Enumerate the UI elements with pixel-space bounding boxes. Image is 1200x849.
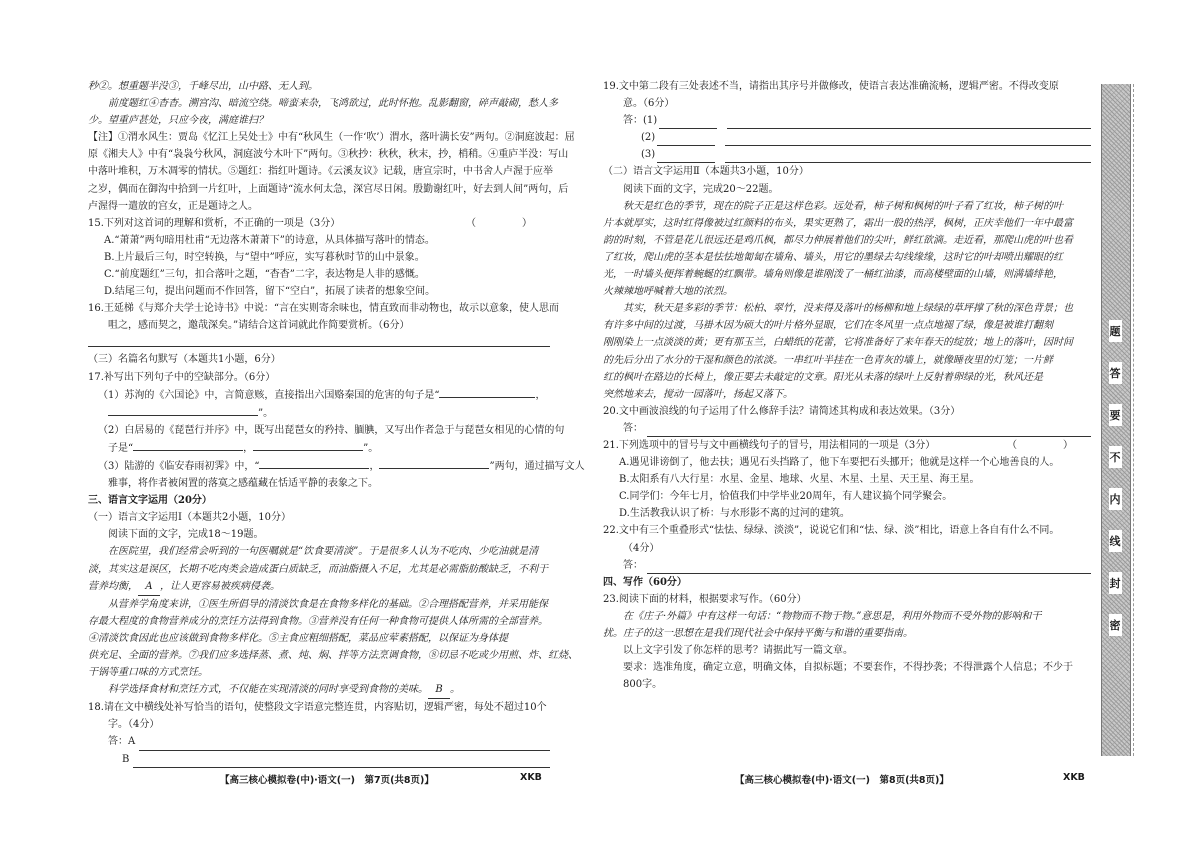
line-text: （1）苏洵的《六国论》中，言简意赅，直接指出六国赂秦国的危害的句子是“ [98,389,440,401]
line-text: 片本就厚实，这时红得像被过红颜料的布头，果实更熟了，霜出一股的热浮，枫树，正庆幸他们一年中最富 [603,217,1073,229]
line-text: 800字。 [623,679,663,691]
text-line [603,454,1091,471]
line-text: 光，一时墙头便挥着蜿蜒的红飘带。墙角则像是谁刚泼了一桶红油漆，而高楼壁面的山墙，则满墙绯艳， [603,269,1063,281]
text-line [603,334,1091,351]
line-text: 前度题红④杳杳。溯宫沟、暗流空绕。啼蛮来杂，飞鸿欲过，此时怀抱。乱影翻窗，碎声敲砌，愁人多 [108,98,558,110]
text-line [88,613,550,630]
line-text: 三、语言文字运用（20分） [88,495,212,507]
punct: ”两句，通过描写文人 [489,460,585,472]
text-line [603,78,1091,95]
text-line [88,351,550,368]
text-line [603,437,1091,454]
text-line [88,146,569,163]
answer-row [88,751,550,768]
line-text: 刚刚染上一点淡淡的黄；更有那玉兰，白蜡纸的花蕾，它将准备好了来年春天的绽放；地上的落叶，因时间 [603,337,1073,349]
text-line [603,625,1091,642]
line-text: 字。（4分） [108,719,160,731]
answer-label: B [122,753,130,765]
text-line [88,492,550,509]
text-line [88,404,550,422]
line-text: （一）语言文字运用Ⅰ（本题共2小题，10分） [88,512,292,524]
line-text: 16.王延梯《与郑介夫学士论诗书》中说：“言在实则寄余味也，情直致而非动物也，故示以意象，使人思而 [88,303,560,315]
answer-blank-line[interactable] [725,150,1091,163]
text-line [603,574,1091,591]
line-text: 的先后分出了水分的干湿和颜色的浓淡。一串红叶半挂在一色青灰的墙上，就像睡夜里的灯笼；一片鲜 [603,354,1053,366]
text-line [88,300,560,317]
answer-blank-line[interactable] [133,755,550,768]
text-line [603,471,1091,488]
page-code-left: XKB [520,772,542,783]
line-text: 科学选择食材和烹饪方式，不仅能在实现清淡的同时享受到食物的美味。 [108,684,428,696]
page-code-right: XKB [1063,772,1085,783]
line-text: 了红妆，爬山虎的茎本是怯怯地匍匐在墙角、墙头，用它的墨绿去勾线缘缘，这时它的叶却喷出耀眼的红 [603,251,1063,263]
line-text: 在医院里，我们经常会听到的一句医嘱就是“饮食要清淡”。于是很多人认为不吃肉、少吃油就是清 [108,546,539,558]
seal-char: 内 [1109,488,1122,510]
line-text: 存最大程度的食物营养成分的烹饪方法得到食物。③营养没有任何一种食物可提供人体所需的全部营养。 [88,615,548,627]
text-line [603,266,1091,283]
line-text: 阅读下面的文字，完成18～19题。 [108,529,264,541]
blank-marker: A [138,578,160,596]
line-text: （3）陆游的《临安春雨初霁》中，“ [98,460,260,472]
answer-blank-line[interactable] [727,116,1091,129]
line-text: 秒②。想重题半没③，千峰尽出，山中路、无人到。 [88,81,318,92]
line-text: 突然地来去，搅动一园落叶，扬起又落下。 [603,388,793,400]
line-text: （4分） [623,542,660,554]
text-line [603,163,1091,180]
text-line [603,659,1091,676]
line-text: （二）语言文字运用Ⅱ（本题共3小题，10分） [603,166,809,178]
answer-label: 答：(1) [623,115,658,127]
line-text: ④清淡饮食因此也应该做到食物多样化。⑤主食应粗细搭配，菜品应荤素搭配，以保证为身体提 [88,632,508,644]
line-text: 干锅等重口味的方式烹饪。 [88,667,208,679]
answer-blank-line[interactable] [139,738,550,751]
line-text: 20.文中画波浪线的句子运用了什么修辞手法？请简述其构成和表达效果。（3分） [603,405,961,417]
fill-blank[interactable] [133,439,243,451]
text-line [88,198,550,215]
punct: ， [535,389,546,401]
line-text: 秋天是红色的季节，现在的院子正是这样色彩。远处看，柿子树和枫树的叶子看了红妆，柿子树的叶 [623,200,1063,212]
line-text: 火辣辣地呼喊着大地的浓烈。 [603,286,733,298]
answer-number-blank[interactable] [657,133,715,146]
line-text: 子是“ [108,442,134,454]
page-footer-right: 【高三核心模拟卷(中)·语文(一) 第8页(共8页)】 [735,775,949,786]
line-text: B.太阳系有八大行星：水星、金星、地球、火星、木星、土星、天王星、海王星。 [619,474,980,486]
text-line [603,95,1091,112]
punct: ， [369,460,380,472]
text-line [603,386,1091,403]
fill-blank[interactable] [108,404,258,416]
answer-blank-line[interactable] [647,424,1091,437]
text-line [603,488,1091,505]
answer-row [603,112,1091,129]
line-text: 淡，其实这是误区，长期不吃肉类会造成蛋白质缺乏，而油脂摄入不足，尤其是必需脂肪酸缺乏，不利于 [88,563,548,575]
seal-char: 不 [1109,446,1122,468]
text-line [88,578,550,596]
text-line [603,317,1091,334]
line-text: C.“前度题红”三句，扣合落叶之题，“杳杳”二字，表达物是人非的感慨。 [104,269,425,281]
line-text: A.遇见诽谤倒了，他去扶；遇见石头挡路了，他下车要把石头挪开；他就是这样一个心地善良的人。 [619,457,1060,469]
text-line [88,129,575,146]
answer-label: 答：A [108,736,136,748]
line-text: 四、写作（60分） [603,576,687,588]
text-line [88,317,550,334]
line-text: 中落叶堆积，万木凋零的情状。⑤题红：指红叶题诗。《云溪友议》记载，唐宣宗时，中书舍人卢渥于应举 [88,166,553,178]
line-text: ”。 [258,407,274,419]
text-line [88,630,550,647]
text-line [603,249,1091,266]
text-line [603,300,1091,317]
line-text: 19.文中第二段有三处表述不当，请指出其序号并做修改，使语言表达准确流畅，逻辑严密。不得改变原 [603,81,1059,92]
text-line [88,596,550,613]
answer-label: 答： [623,422,643,434]
text-line [88,699,550,716]
seal-char: 线 [1109,530,1122,552]
line-text: 雅事，将作者被闲置的落寞之感蕴藏在恬适平静的表象之下。 [108,478,378,490]
text-line [88,716,550,733]
line-text: 扰。庄子的这一思想在是我们现代社会中保持平衡与和谐的重要指南。 [603,628,913,639]
line-text: B.上片最后三句，时空转换，与“望中”呼应，实写暮秋时节的山中景象。 [104,251,425,263]
line-text: 从营养学角度来讲，①医生所倡导的清淡饮食是在食物多样化的基础。②合理搭配营养，并采用能保 [108,598,548,610]
text-line [603,283,1091,300]
line-text: 以上文字引发了你怎样的思考？请据此写一篇文章。 [623,645,853,657]
line-text: 之岁，偶而在御沟中拾到一片红叶，上面题诗“流水何太急，深宫尽日闲。殷勤谢红叶，好去到人间”两句，后 [88,183,569,195]
answer-label: (3) [641,149,656,161]
answer-blank-line[interactable] [725,133,1091,146]
line-text: 17.补写出下列句子中的空缺部分。（6分） [88,371,276,383]
text-line [88,439,550,457]
text-line [88,249,550,266]
line-text: 红的枫叶在路边的长椅上，像正要去未敲定的文章。阳光从未落的绿叶上反射着卵绿的光，秋风还是 [603,371,1043,383]
text-line [603,403,1091,420]
fill-blank[interactable] [439,386,535,398]
line-text: 意。（6分） [623,98,675,110]
text-line [88,112,550,129]
text-line [603,591,1091,608]
line-text: 少。望重庐甚处，只应今夜，满庭谁扫？ [88,115,268,127]
text-line [603,352,1091,369]
line-text: 。 [450,684,460,696]
answer-label: 答： [623,559,643,571]
text-line [88,561,550,578]
text-line [88,95,558,112]
line-text: （2）白居易的《琵琶行并序》中，既写出琵琶女的矜持、腼腆，又写出作者急于与琵琶女相见的心情的句 [98,424,565,436]
text-line [88,232,550,249]
line-text: 其实，秋天是多彩的季节：松柏、翠竹，没来得及落叶的杨柳和地上绿绿的草坪撑了秋的深色背景；也 [623,303,1073,315]
line-text: 【注】①渭水风生：贾岛《忆江上吴处士》中有“秋风生（一作‘吹’）渭水，落叶满长安”两句。②洞庭波起：屈 [88,132,575,144]
line-text: 在《庄子·外篇》中有这样一句话：“物物而不物于物。”意思是，利用外物而不受外物的影响和干 [623,610,1042,622]
text-line [603,181,1091,198]
text-line [88,681,550,699]
text-line [88,664,550,681]
text-line [603,522,1091,539]
punct: ， [243,442,254,454]
line-text: 卢渥得一遣放的宫女，正是题诗之人。 [88,200,258,212]
text-line [603,642,1091,659]
fill-blank[interactable] [259,457,369,469]
line-text: 15.下列对这首词的理解和赏析，不正确的一项是（3分） [88,217,341,229]
text-line [88,215,550,232]
seal-char: 密 [1109,614,1122,636]
line-text: （三）名篇名句默写（本题共1小题，6分） [88,354,281,366]
text-line [603,505,1091,522]
line-text: 供充足、全面的营养。⑦我们应多选择蒸、煮、炖、焖、拌等方法烹调食物，⑧切忌不吃或少用煎、炸、红烧、 [88,650,578,661]
left-page-column [88,78,585,768]
punct: ”。 [363,442,379,454]
answer-row [603,420,1091,437]
line-text: 营养均衡， [88,580,138,592]
line-text: 韵的时刻，不管是花儿很远还是鸡爪枫，都尽力伸展着他们的尖叶，鲜红欲滴。走近看，那爬山虎的叶也看 [603,234,1073,246]
line-text: 21.下列选项中的冒号与文中画横线句子的冒号，用法相同的一项是（3分） [603,439,936,451]
answer-row [603,557,1091,574]
line-text: 22.文中有三个重叠形式“怯怯、绿绿、淡淡”，说说它们和“怯、绿、淡”相比，语意上各自有什么不同。 [603,525,1060,537]
answer-label: (2) [641,132,656,144]
answer-number-blank[interactable] [657,150,715,163]
line-text: 有许多中间的过渡，马褂木因为硕大的叶片格外显眼，它们在冬风里一点点地褪了绿，像是被谁打翻刻 [603,320,1053,332]
text-line [88,163,553,180]
text-line [88,526,550,543]
text-line [88,386,550,404]
answer-bracket[interactable]: （ ） [466,217,550,229]
text-line [88,266,550,283]
text-line [88,457,585,475]
text-line [88,78,550,95]
line-text: 18.请在文中横线处补写恰当的语句，使整段文字语意完整连贯，内容贴切，逻辑严密，每处不超过10个 [88,702,547,714]
seal-char: 要 [1109,404,1122,426]
seal-line [1133,84,1134,756]
answer-blank-line[interactable] [647,561,1091,574]
seal-char: 答 [1109,362,1122,384]
answer-row [603,129,1091,146]
answer-row [603,146,1091,163]
line-text: C.同学们：今年七月，恰值我们中学毕业20周年，有人建议搞个同学聚会。 [619,491,953,503]
line-text: 23.阅读下面的材料，根据要求写作。（60分） [603,593,807,605]
line-text: D.结尾三句，提出问题而不作回答，留下“空白”，拓展了读者的想象空间。 [104,286,436,298]
line-text: ，让人更容易被疾病侵袭。 [160,580,280,592]
text-line [88,475,550,492]
text-line [603,198,1091,215]
text-line [603,540,1091,557]
seal-char: 封 [1109,572,1122,594]
line-text: 阅读下面的文字，完成20～22题。 [623,183,779,195]
seal-char: 题 [1109,320,1122,342]
text-line [88,422,565,439]
text-line [88,369,550,386]
text-line [603,608,1091,625]
fill-blank[interactable] [253,439,363,451]
text-line [88,509,550,526]
answer-bracket[interactable]: （ ） [1007,439,1091,451]
text-line [88,283,550,300]
answer-blank-line[interactable] [88,334,550,347]
line-text: A.“萧萧”两句暗用杜甫“无边落木萧萧下”的诗意，从具体描写落叶的情态。 [104,234,435,246]
right-page-column [603,78,1091,768]
text-line [88,543,550,560]
text-line [603,232,1091,249]
line-text: 要求：选准角度，确定立意，明确文体，自拟标题；不要套作，不得抄袭；不得泄露个人信息；不少于 [623,662,1073,674]
line-text: D.生活教我认识了桥：与水形影不离的过河的建筑。 [619,508,850,520]
fill-blank[interactable] [379,457,489,469]
seal-warning-text [1106,320,1124,656]
text-line [603,215,1091,232]
line-text: 原《湘夫人》中有“袅袅兮秋风，洞庭波兮木叶下”两句。③秋抄：秋秋，秋末，抄，梢稍。④重庐半没：写山 [88,149,569,161]
text-line [88,181,569,198]
page-footer-left: 【高三核心模拟卷(中)·语文(一) 第7页(共8页)】 [220,775,434,786]
blank-marker: B [428,681,450,699]
answer-number-blank[interactable] [659,116,717,129]
text-line [88,647,578,664]
line-text: 咀之，感而契之，邀哉深矣。”请结合这首词就此作简要赏析。（6分） [108,320,410,332]
answer-row [88,733,550,750]
text-line [603,369,1091,386]
text-line [603,676,1091,693]
